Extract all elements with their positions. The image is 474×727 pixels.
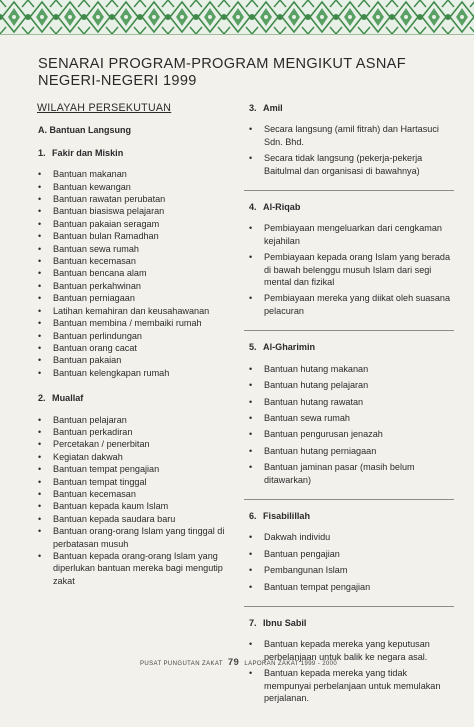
list-item: • Bantuan pakaian xyxy=(33,354,233,366)
section-heading xyxy=(38,392,233,404)
section-number: 6. xyxy=(249,510,257,521)
list-item: • Bantuan tempat pengajian xyxy=(33,463,233,475)
list-item: • Bantuan bulan Ramadhan xyxy=(33,230,233,242)
bullet-list xyxy=(244,531,454,593)
section-number: 5. xyxy=(249,342,257,353)
section-fakir-dan-miskin xyxy=(33,147,233,379)
section-name: Muallaf xyxy=(52,393,84,404)
list-item: • Bantuan pakaian seragam xyxy=(33,218,233,230)
list-item: • Bantuan rawatan perubatan xyxy=(33,193,233,205)
list-item: • Dakwah individu xyxy=(244,531,454,543)
section-al-riqab xyxy=(244,201,454,331)
bullet-list xyxy=(244,638,454,704)
list-item: • Bantuan perkahwinan xyxy=(33,280,233,292)
footer-right: LAPORAN ZAKAT 1999 - 2000 xyxy=(244,661,338,667)
bullet-list xyxy=(244,222,454,317)
section-number: 4. xyxy=(249,202,257,213)
list-item: • Bantuan pelajaran xyxy=(33,414,233,426)
section-amil xyxy=(244,102,454,191)
list-item: • Bantuan sewa rumah xyxy=(33,243,233,255)
section-number: 3. xyxy=(249,103,257,113)
region-title: WILAYAH PERSEKUTUAN xyxy=(37,102,172,114)
section-heading xyxy=(249,201,454,213)
list-item: • Bantuan membina / membaiki rumah xyxy=(33,317,233,329)
right-column xyxy=(244,102,454,727)
list-item: • Bantuan pengajian xyxy=(244,548,454,560)
list-item: • Pembiayaan mengeluarkan dari cengkaman kejahilan xyxy=(244,222,454,247)
bullet-list xyxy=(244,363,454,486)
section-muallaf xyxy=(33,392,233,587)
page-title: SENARAI PROGRAM-PROGRAM MENGIKUT ASNAF NEGERI-NEGERI 1999 xyxy=(38,56,406,89)
list-item: • Bantuan orang-orang Islam yang tinggal di perbatasan musuh xyxy=(33,525,233,550)
section-name: Amil xyxy=(263,103,283,113)
list-item: • Bantuan hutang makanan xyxy=(244,363,454,375)
list-item: • Secara langsung (amil fitrah) dan Hartasuci Sdn. Bhd. xyxy=(244,123,454,148)
section-al-gharimin xyxy=(244,341,454,500)
list-item: • Bantuan biasiswa pelajaran xyxy=(33,205,233,217)
page-number: 79 xyxy=(227,657,240,668)
list-item: • Kegiatan dakwah xyxy=(33,451,233,463)
bullet-list xyxy=(244,123,454,177)
footer-left: PUSAT PUNGUTAN ZAKAT xyxy=(140,661,223,667)
section-name: Al-Riqab xyxy=(263,202,301,213)
list-item: • Bantuan makanan xyxy=(33,168,233,180)
decorative-banner xyxy=(0,0,474,35)
list-item: • Bantuan perniagaan xyxy=(33,292,233,304)
list-item: • Pembangunan Islam xyxy=(244,564,454,576)
list-item: • Bantuan kecemasan xyxy=(33,488,233,500)
left-column xyxy=(33,102,233,600)
page-footer xyxy=(140,657,340,668)
left-sections xyxy=(33,147,233,587)
list-item: • Bantuan kewangan xyxy=(33,181,233,193)
section-number: 7. xyxy=(249,617,257,628)
section-heading xyxy=(249,510,454,522)
list-item: • Bantuan hutang perniagaan xyxy=(244,445,454,457)
section-heading xyxy=(249,617,454,629)
section-name: Fakir dan Miskin xyxy=(52,147,124,158)
bullet-list xyxy=(33,414,233,588)
list-item: • Bantuan kepada saudara baru xyxy=(33,513,233,525)
section-number: 2. xyxy=(38,393,46,404)
list-item: • Bantuan hutang pelajaran xyxy=(244,379,454,391)
section-number: 1. xyxy=(38,147,46,158)
list-item: • Pembiayaan mereka yang diikat oleh suasana pelacuran xyxy=(244,292,454,317)
list-item: • Bantuan kelengkapan rumah xyxy=(33,367,233,379)
list-item: • Bantuan jaminan pasar (masih belum ditawarkan) xyxy=(244,461,454,486)
list-item: • Bantuan tempat tinggal xyxy=(33,476,233,488)
islamic-pattern-icon xyxy=(0,0,474,34)
bullet-list xyxy=(33,168,233,379)
list-item: • Bantuan kepada kaum Islam xyxy=(33,500,233,512)
list-item: • Bantuan sewa rumah xyxy=(244,412,454,424)
list-item: • Bantuan kepada mereka yang keputusan perbelanjaan untuk balik ke negara asal. xyxy=(244,638,454,663)
right-sections xyxy=(244,102,454,717)
list-item: • Bantuan bencana alam xyxy=(33,267,233,279)
list-item: • Secara tidak langsung (pekerja-pekerja Baitulmal dan organisasi di bawahnya) xyxy=(244,152,454,177)
list-item: • Bantuan tempat pengajian xyxy=(244,581,454,593)
section-name: Al-Gharimin xyxy=(263,342,316,353)
section-name: Fisabilillah xyxy=(263,510,310,521)
list-item: • Bantuan kecemasan xyxy=(33,255,233,267)
section-heading xyxy=(249,341,454,353)
list-item: • Bantuan pengurusan jenazah xyxy=(244,428,454,440)
section-name: Ibnu Sabil xyxy=(263,617,307,628)
list-item: • Bantuan orang cacat xyxy=(33,342,233,354)
sub-section-title: A. Bantuan Langsung xyxy=(38,125,131,136)
list-item: • Bantuan hutang rawatan xyxy=(244,396,454,408)
list-item: • Bantuan kepada mereka yang tidak mempunyai perbelanjaan untuk memulakan perjalanan. xyxy=(244,667,454,704)
list-item: • Bantuan kepada orang-orang Islam yang diperlukan bantuan mereka bagi mengutip zakat xyxy=(33,550,233,587)
list-item: • Percetakan / penerbitan xyxy=(33,438,233,450)
list-item: • Latihan kemahiran dan keusahawanan xyxy=(33,305,233,317)
section-heading xyxy=(249,102,454,114)
list-item: • Bantuan perkadiran xyxy=(33,426,233,438)
section-heading xyxy=(38,147,233,159)
list-item: • Pembiayaan kepada orang Islam yang berada di bawah belenggu musuh Islam dari segi mental dan fizikal xyxy=(244,251,454,288)
section-fisabilillah xyxy=(244,510,454,607)
list-item: • Bantuan perlindungan xyxy=(33,330,233,342)
